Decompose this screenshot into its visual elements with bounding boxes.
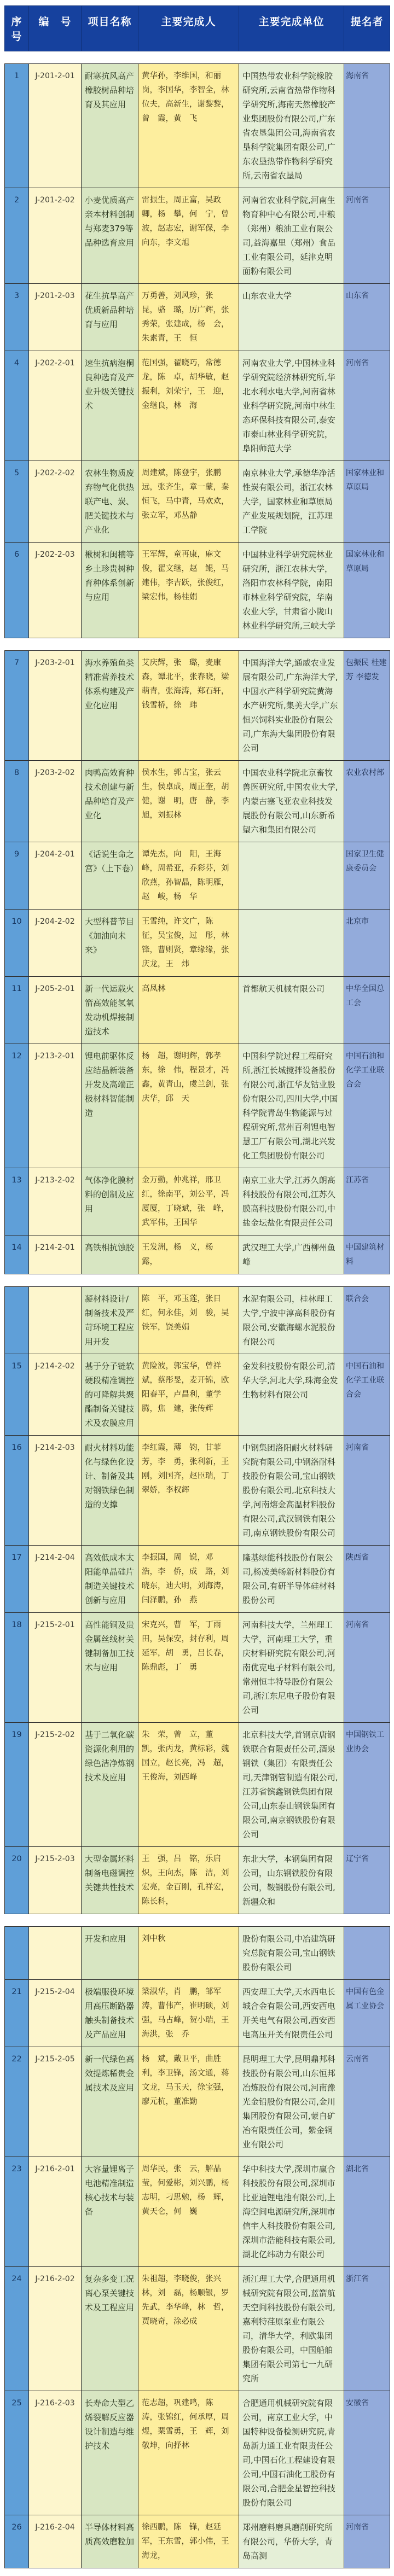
cell-main-contributors: 雷振生，周正富，吴政卿，杨 攀，何 宁，曾 波，赵志宏，谢军保，李向东，李文旭 — [138, 188, 239, 284]
cell-nominator: 国家林业和草原局 — [344, 461, 390, 543]
cell-project-name: 高铁相抗蚀胶 — [82, 1235, 138, 1274]
cell-project-code: J-214-2-01 — [29, 1235, 82, 1274]
cell-serial-number: 13 — [5, 1168, 29, 1235]
cell-serial-number — [5, 1927, 29, 1980]
cell-serial-number: 26 — [5, 2515, 29, 2568]
cell-project-code: J-204-2-01 — [29, 842, 82, 910]
cell-serial-number: 1 — [5, 64, 29, 188]
table-row — [5, 2391, 390, 2515]
cell-main-contributors: 朱祖超，李晓俊，张兴林，刘 磊，杨顺银，罗先武，李华峰，林 哲，贾晓奇，涂必成 — [138, 2267, 239, 2391]
cell-serial-number: 3 — [5, 284, 29, 351]
cell-project-name: 基于二氧化碳资源化利用的绿色洁净炼钢技术及应用 — [82, 1723, 138, 1847]
cell-main-contributors: 朱 荣，曾 立，董 凯，张丙龙，黄标彩，魏国立，赵长亮，冯 超，王俊海，刘西峰 — [138, 1723, 239, 1847]
cell-main-organizations: 东北大学，本钢集团有限公司，山东钢铁股份有限公司，鞍钢股份有限公司,新疆众和 — [239, 1847, 344, 1914]
cell-main-organizations: 水泥有限公司，桂林理工大学,宁波中淳高科股份有限公司,安徽海螺水泥股份有限公司 — [239, 1287, 344, 1354]
table-row — [5, 2047, 390, 2157]
cell-main-contributors: 高凤林 — [138, 977, 239, 1044]
table-segment — [4, 63, 390, 638]
table-row — [5, 1436, 390, 1546]
table-body-segments — [4, 63, 390, 2568]
table-row — [5, 1546, 390, 1613]
cell-nominator: 浙江省 — [344, 2267, 390, 2391]
cell-main-organizations: 河南农业大学,中国林业科学研究院经济林研究所,华北水利水电大学,河南省林业科学研究院,河南中林生态环保科技有限公司,泰安市泰山林业科学研究院，阜阳师范大学 — [239, 351, 344, 461]
cell-main-organizations: 中国林业科学研究院林业研究所，浙江农林大学，洛阳市农林科学院，南阳市林业科学研究院，华南农业大学，甘肃省小陇山林业科学研究所,三峡大学 — [239, 543, 344, 638]
cell-project-code: J-214-2-04 — [29, 1546, 82, 1613]
cell-project-code: J-203-2-01 — [29, 651, 82, 761]
cell-main-organizations: 山东农业大学 — [239, 284, 344, 351]
cell-nominator — [344, 1927, 390, 1980]
cell-main-contributors: 万勇善，刘风珍，张 昆，骆 璐，厉广辉，张秀荣，张建成，杨 会，朱素青，王 恒 — [138, 284, 239, 351]
cell-main-contributors: 徐西鹏，陈 锋，赵延军，王东雪，郭小伟，王海龙， — [138, 2515, 239, 2568]
cell-nominator: 国家林业和草原局 — [344, 543, 390, 638]
cell-nominator: 中国钢铁工业协会 — [344, 1723, 390, 1847]
cell-serial-number: 8 — [5, 761, 29, 842]
cell-serial-number — [5, 1287, 29, 1354]
cell-project-name: 大型科普节目《加油向未来》 — [82, 910, 138, 977]
cell-main-organizations: 合肥通用机械研究院有限公司，南京工业大学，中国特种设备检测研究院,青岛新力通工业有限责任公司,中国石化工程建设有限公司,中国石油化工股份有限公司,合肥金星智控科技股份有限公司 — [239, 2391, 344, 2515]
cell-project-code — [29, 1927, 82, 1980]
cell-nominator: 河南省 — [344, 1436, 390, 1546]
table-segment — [4, 1926, 390, 2568]
cell-project-name: 凝材料设计/制备技术及严苛环境工程应用开发 — [82, 1287, 138, 1354]
cell-main-contributors: 金万勤，仲兆祥，邢卫红，徐南平，刘公平，冯厦厦，丁晓斌，张 峰，武军伟，王国华 — [138, 1168, 239, 1235]
cell-serial-number: 11 — [5, 977, 29, 1044]
cell-project-code: J-203-2-02 — [29, 761, 82, 842]
table-row — [5, 1927, 390, 1980]
cell-main-organizations — [239, 842, 344, 910]
header-row — [5, 6, 390, 51]
table-segment — [4, 1286, 390, 1914]
cell-main-organizations: 河南省农业科学院,河南生物育种中心有限公司,中粮（郑州）粮油工业有限公司,益海嘉里（郑州）食品工业有限公司，延津克明面粉有限公司 — [239, 188, 344, 284]
cell-main-organizations: 南京工业大学,江苏久朗高科技股份有限公司,江苏久膜高科技股份有限公司,中盐金坛盐化有限责任公司 — [239, 1168, 344, 1235]
table-header — [4, 5, 390, 51]
table-row — [5, 188, 390, 284]
cell-project-code: J-204-2-02 — [29, 910, 82, 977]
table-row — [5, 64, 390, 188]
table-row — [5, 284, 390, 351]
cell-project-name: 楸树和闽楠等乡土珍贵树种育种体系创新与应用 — [82, 543, 138, 638]
cell-nominator: 中华全国总工会 — [344, 977, 390, 1044]
cell-serial-number: 22 — [5, 2047, 29, 2157]
cell-project-name: 长寿命大型乙烯裂解反应器设计制造与维护技术 — [82, 2391, 138, 2515]
column-header-contributors: 主要完成人 — [138, 6, 239, 51]
cell-main-contributors: 杨 超，谢明辉，郭孝东，徐 伟，程景才，冯 鑫，黄青山，虞兰剑，张庆华，邱 天 — [138, 1044, 239, 1168]
cell-project-code: J-215-2-02 — [29, 1723, 82, 1847]
cell-project-code: J-215-2-01 — [29, 1613, 82, 1723]
cell-project-name: 复杂多变工况离心泵关键技术及工程应用 — [82, 2267, 138, 2391]
cell-serial-number: 23 — [5, 2157, 29, 2267]
cell-nominator: 陕西省 — [344, 1546, 390, 1613]
cell-project-name: 开发和应用 — [82, 1927, 138, 1980]
cell-serial-number: 10 — [5, 910, 29, 977]
cell-main-contributors: 王 强，吕 铭，乐启炽，王向杰，陈 洁，刘宏亮，金百刚，孔祥宏，陈长科， — [138, 1847, 239, 1914]
cell-main-organizations: 首都航天机械有限公司 — [239, 977, 344, 1044]
cell-project-name: 半导体材料高质高效磨粒加 — [82, 2515, 138, 2568]
column-header-code: 编 号 — [29, 6, 82, 51]
column-header-organizations: 主要完成单位 — [239, 6, 344, 51]
cell-project-name: 肉鸭高效育种技术创建与新品种培育及产业化 — [82, 761, 138, 842]
column-header-serial: 序号 — [5, 6, 29, 51]
table-row — [5, 1287, 390, 1354]
cell-project-name: 气体净化膜材料的创制及应用 — [82, 1168, 138, 1235]
cell-main-contributors: 黄华孙，李维国，和丽岗，李国华，李智全，林位夫，高新生，谢黎黎，曾 霞，黄 飞 — [138, 64, 239, 188]
table-row — [5, 2515, 390, 2568]
cell-main-contributors: 艾庆辉，张 璐，麦康森，谭北平，张春晓，梁萌青，张海涛，郑石轩，钱雪桥，徐 玮 — [138, 651, 239, 761]
cell-project-code: J-215-2-03 — [29, 1847, 82, 1914]
table-row — [5, 910, 390, 977]
cell-nominator: 联合会 — [344, 1287, 390, 1354]
cell-project-code: J-216-2-01 — [29, 2157, 82, 2267]
table-row — [5, 1235, 390, 1274]
cell-serial-number: 18 — [5, 1613, 29, 1723]
cell-project-name: 《话说生命之宫》（上下卷） — [82, 842, 138, 910]
cell-project-code: J-216-2-03 — [29, 2391, 82, 2515]
cell-serial-number: 17 — [5, 1546, 29, 1613]
column-header-nominator: 提名者 — [344, 6, 390, 51]
table-row — [5, 461, 390, 543]
cell-nominator: 江苏省 — [344, 1168, 390, 1235]
cell-nominator: 河南省 — [344, 2515, 390, 2568]
table-row — [5, 351, 390, 461]
table-row — [5, 651, 390, 761]
cell-serial-number: 16 — [5, 1436, 29, 1546]
cell-project-code: J-202-2-03 — [29, 543, 82, 638]
table-row — [5, 1723, 390, 1847]
cell-project-code — [29, 1287, 82, 1354]
cell-main-organizations: 华中科技大学,深圳市赢合科技股份有限公司,深圳市比亚迪锂电池有限公司,上海空间电源研究所,深圳市信宇人科技股份有限公司,深圳市浩能科技有限公司,湖北亿纬动力有限公司 — [239, 2157, 344, 2267]
cell-main-organizations — [239, 910, 344, 977]
cell-main-contributors: 王军辉，童再康，麻文俊，翟文继，赵 鲲，马建伟，李吉跃，张俊红，梁宏伟，杨桂娟 — [138, 543, 239, 638]
cell-main-contributors: 王发洲，杨 义，杨 露， — [138, 1235, 239, 1274]
cell-nominator: 辽宁省 — [344, 1847, 390, 1914]
cell-nominator: 河南省 — [344, 188, 390, 284]
cell-main-organizations: 河南科技大学，兰州理工大学，河南理工大学，重庆材料研究院有限公司,河南优克电子材料有限公司,常州恒丰特导股份有限公司,浙江东尼电子股份有限公司 — [239, 1613, 344, 1723]
cell-project-name: 高效低成本太阳能单晶硅片制造关键技术创新与应用 — [82, 1546, 138, 1613]
cell-nominator: 北京市 — [344, 910, 390, 977]
cell-project-name: 农林生物质废弃物气化供热联产电、炭、肥关键技术与产业化 — [82, 461, 138, 543]
cell-project-code: J-213-2-01 — [29, 1044, 82, 1168]
cell-project-name: 小麦优质高产亲本材料创制与郑麦379等品种选育应用 — [82, 188, 138, 284]
cell-serial-number: 24 — [5, 2267, 29, 2391]
cell-main-organizations: 郑州磨料磨具磨削研究所有限公司，华侨大学，青岛高测 — [239, 2515, 344, 2568]
cell-project-name: 花生抗旱高产优质新品种培育与应用 — [82, 284, 138, 351]
table-row — [5, 1613, 390, 1723]
cell-project-name: 耐火材料功能化与绿色化设计、制备及其对钢铁绿色制造的支撑 — [82, 1436, 138, 1546]
table-row — [5, 543, 390, 638]
cell-project-name: 大型金属坯料制备电磁调控关键共性技术 — [82, 1847, 138, 1914]
cell-project-code: J-201-2-02 — [29, 188, 82, 284]
cell-serial-number: 14 — [5, 1235, 29, 1274]
cell-project-name: 大容量锂离子电池精准制造核心技术与装备 — [82, 2157, 138, 2267]
cell-main-contributors: 周华民，张 云，解晶莹，何爱彬，刘兴鹏，杨志明，刁思勉，杨 辉，黄天仑，何 巍 — [138, 2157, 239, 2267]
cell-main-contributors: 宋克兴，曹 军，丁雨田，吴保安，封存利，周延军，胡 勇，吕长春，陈鼎彪，丁 勇 — [138, 1613, 239, 1723]
cell-main-organizations: 昆明理工大学,昆明鼎邦科技股份有限公司,山东恒邦冶炼股份有限公司,河南豫光金铅股份有限公司,金川集团股份有限公司,蒙自矿冶有限责任公司，紫金铜业有限公司 — [239, 2047, 344, 2157]
cell-nominator: 云南省 — [344, 2047, 390, 2157]
table-row — [5, 761, 390, 842]
cell-serial-number: 21 — [5, 1980, 29, 2047]
cell-project-name: 新一代运载火箭高效能氢氧发动机焊接制造技术 — [82, 977, 138, 1044]
cell-project-name: 新一代绿色高效提炼稀贵金属技术及应用 — [82, 2047, 138, 2157]
cell-project-name: 极端服役环境用高压断路器触头制备技术及产品应用 — [82, 1980, 138, 2047]
cell-nominator: 河南省 — [344, 351, 390, 461]
cell-nominator: 国家卫生健康委员会 — [344, 842, 390, 910]
cell-nominator: 湖北省 — [344, 2157, 390, 2267]
cell-project-name: 速生抗病泡桐良种选育及产业升级关键技术 — [82, 351, 138, 461]
cell-project-code: J-202-2-01 — [29, 351, 82, 461]
table-row — [5, 2157, 390, 2267]
cell-main-organizations: 浙江理工大学,合肥通用机械研究院有限公司,蓝箭航天空间科技股份有限公司,嘉利特荏原泵业有限公司，清华大学，利欧集团股份有限公司，中国船舶集团有限公司第七一九研究所 — [239, 2267, 344, 2391]
cell-project-name: 高性能铜及贵金属丝线材关键制备加工技术与应用 — [82, 1613, 138, 1723]
cell-project-code: J-215-2-05 — [29, 2047, 82, 2157]
cell-main-contributors: 刘中秋 — [138, 1927, 239, 1980]
cell-serial-number: 4 — [5, 351, 29, 461]
table-row — [5, 1980, 390, 2047]
cell-main-organizations: 北京科技大学,首钢京唐钢铁联合有限责任公司,酒泉钢铁（集团）有限责任公司,天津钢管制造有限公司,江苏省镔鑫钢铁集团有限公司,山东泰山钢铁集团有限公司,南京钢铁股份有限公司 — [239, 1723, 344, 1847]
cell-project-code: J-216-2-02 — [29, 2267, 82, 2391]
cell-main-contributors: 王雪纯，许文广，陈 征，吴宝俊，过 彤，林 锋，曹则贤，章缘缘，张庆龙，王 炜 — [138, 910, 239, 977]
cell-serial-number: 2 — [5, 188, 29, 284]
cell-project-code: J-201-2-03 — [29, 284, 82, 351]
cell-project-code: J-201-2-01 — [29, 64, 82, 188]
cell-main-organizations: 中国热带农业科学院橡胶研究所,云南省热带作物科学研究所,海南天然橡胶产业集团股份有限公司,广东省农垦集团公司,海南省农垦科学院集团有限公司,广东农垦热带作物科学研究所,云南省农垦局 — [239, 64, 344, 188]
cell-serial-number: 19 — [5, 1723, 29, 1847]
cell-serial-number: 7 — [5, 651, 29, 761]
table-row — [5, 2267, 390, 2391]
cell-main-contributors: 周建斌，陈登宇，张鹏远，张齐生，章一蒙，秦恒飞，马中青，马欢欢，张立军，邓丛静 — [138, 461, 239, 543]
cell-main-organizations: 中国农业科学院北京畜牧兽医研究所,中国农业大学,内蒙古塞飞亚农业科技发展股份有限公司,山东新希望六和集团有限公司 — [239, 761, 344, 842]
cell-main-organizations: 中国海洋大学,通威农业发展有限公司,广东海洋大学,中国水产科学研究院黄海水产研究所,集美大学,广东恒兴饲料实业股份有限公司,广东海大集团股份有限公司 — [239, 651, 344, 761]
table-segment — [4, 650, 390, 1274]
table-row — [5, 977, 390, 1044]
cell-main-organizations: 隆基绿能科技股份有限公司,杨凌美畅新材料股份有限公司,有研半导体硅材料股份公司 — [239, 1546, 344, 1613]
cell-serial-number: 6 — [5, 543, 29, 638]
table-row — [5, 1044, 390, 1168]
cell-main-contributors: 李振国，周 锐，邓 浩，李 侨，成 路，刘晓东，迪大明，刘海涛，闫泽鹏，孙 燕 — [138, 1546, 239, 1613]
cell-project-code: J-213-2-02 — [29, 1168, 82, 1235]
cell-nominator: 中国石油和化学工业联合会 — [344, 1354, 390, 1436]
cell-serial-number: 25 — [5, 2391, 29, 2515]
cell-serial-number: 5 — [5, 461, 29, 543]
cell-nominator: 海南省 — [344, 64, 390, 188]
cell-main-organizations: 武汉理工大学,广西柳州鱼峰 — [239, 1235, 344, 1274]
cell-serial-number: 20 — [5, 1847, 29, 1914]
cell-main-contributors: 杨 斌，戴卫平，曲胜利，李卫锋，汤文通，蒋文龙，马玉天，徐宝强，廖元杭，董准勤 — [138, 2047, 239, 2157]
cell-main-organizations: 股份有限公司,中冶建筑研究总院有限公司,宝山钢铁股份有限公司 — [239, 1927, 344, 1980]
cell-nominator: 中国石油和化学工业联合会 — [344, 1044, 390, 1168]
cell-main-organizations: 中钢集团洛阳耐火材料研究院有限公司,中钢洛耐科技股份有限公司,宝山钢铁股份有限公司,北京科技大学,河南熔金高温材料股份有限公司,武汉钢铁有限公司,南京钢铁股份有限公司 — [239, 1436, 344, 1546]
cell-main-contributors: 范国强，翟晓巧，常德龙，陈 卓，胡华敏，赵振利，刘荣宁，王 迎，金继良，林 海 — [138, 351, 239, 461]
cell-nominator: 安徽省 — [344, 2391, 390, 2515]
cell-project-code: J-214-2-03 — [29, 1436, 82, 1546]
cell-project-name: 耐寒抗风高产橡胶树品种培育及其应用 — [82, 64, 138, 188]
cell-main-organizations: 西安理工大学,天水西电长城合金有限公司,西安西电开关电气有限公司,西安西电高压开关有限责任公司 — [239, 1980, 344, 2047]
cell-serial-number: 9 — [5, 842, 29, 910]
cell-project-code: J-205-2-01 — [29, 977, 82, 1044]
cell-nominator: 中国有色金属工业协会 — [344, 1980, 390, 2047]
cell-main-organizations: 中国科学院过程工程研究所,浙江长城搅拌设备股份有限公司,浙江华友钴业股份有限公司,四川大学,中国科学院青岛生物能源与过程研究所,常州百利锂电智慧工厂有限公司,湖北兴发化工集团股份有限公司 — [239, 1044, 344, 1168]
cell-project-code: J-215-2-04 — [29, 1980, 82, 2047]
cell-project-name: 海水养殖鱼类精准营养技术体系构建及产业化应用 — [82, 651, 138, 761]
cell-serial-number: 12 — [5, 1044, 29, 1168]
table-row — [5, 1168, 390, 1235]
cell-nominator: 中国建筑材料 — [344, 1235, 390, 1274]
cell-main-organizations: 南京林业大学,承德华净活性炭有限公司，浙江农林大学，国家林业和草原局产业发展规划院，江苏理工学院 — [239, 461, 344, 543]
cell-nominator: 河南省 — [344, 1613, 390, 1723]
cell-nominator: 山东省 — [344, 284, 390, 351]
cell-main-contributors: 梁淑华，肖 鹏，邹军涛，曹伟产，崔明硕，刘 强，马占峰，贺小瑞，王海洪，张 乔 — [138, 1980, 239, 2047]
cell-project-code: J-202-2-02 — [29, 461, 82, 543]
cell-main-contributors: 侯水生，郭占宝，张云生，侯卓成，周正奎，胡 健，谢 明，唐 静，李 旭，刘振林 — [138, 761, 239, 842]
cell-main-contributors: 黄险波，郭宝华，曾祥斌，蔡彤旻，麦开锦，欧阳春平，卢昌利，董学腾，焦 建，张传辉 — [138, 1354, 239, 1436]
cell-main-contributors: 谭先杰，向 阳，王海峰，周希亚，乔彩芬，刘欣燕，孙智晶，陈明雁，赵 峻，杨 华 — [138, 842, 239, 910]
cell-project-name: 基于分子链软硬段精准调控的可降解共聚酯制备关键技术及农膜应用 — [82, 1354, 138, 1436]
cell-project-code: J-216-2-04 — [29, 2515, 82, 2568]
cell-main-contributors: 李红霞，薄 钧，甘菲芳，李 勇，张利新，王 刚，刘国齐，赵臣瑞，丁翠娇，李权辉 — [138, 1436, 239, 1546]
cell-nominator: 农业农村部 — [344, 761, 390, 842]
cell-serial-number: 15 — [5, 1354, 29, 1436]
cell-main-organizations: 金发科技股份有限公司,清华大学,河北大学,珠海金发生物材料有限公司 — [239, 1354, 344, 1436]
cell-main-contributors: 陈 平，邓玉莲，张日红，何永佳，刘 骏，吴铁军，饶美娟 — [138, 1287, 239, 1354]
cell-project-code: J-214-2-02 — [29, 1354, 82, 1436]
table-row — [5, 1354, 390, 1436]
cell-nominator: 包振民 桂建芳 李德发 — [344, 651, 390, 761]
table-row — [5, 842, 390, 910]
table-row — [5, 1847, 390, 1914]
cell-project-name: 锂电前驱体反应结晶新装备开发及高端正极材料智能制造 — [82, 1044, 138, 1168]
column-header-project-name: 项目名称 — [82, 6, 138, 51]
cell-main-contributors: 范志超，巩建鸣，陈 涛，张锦红，何承厚，周 煜，栗雪勇，王 辉，刘敬坤，向抒林 — [138, 2391, 239, 2515]
